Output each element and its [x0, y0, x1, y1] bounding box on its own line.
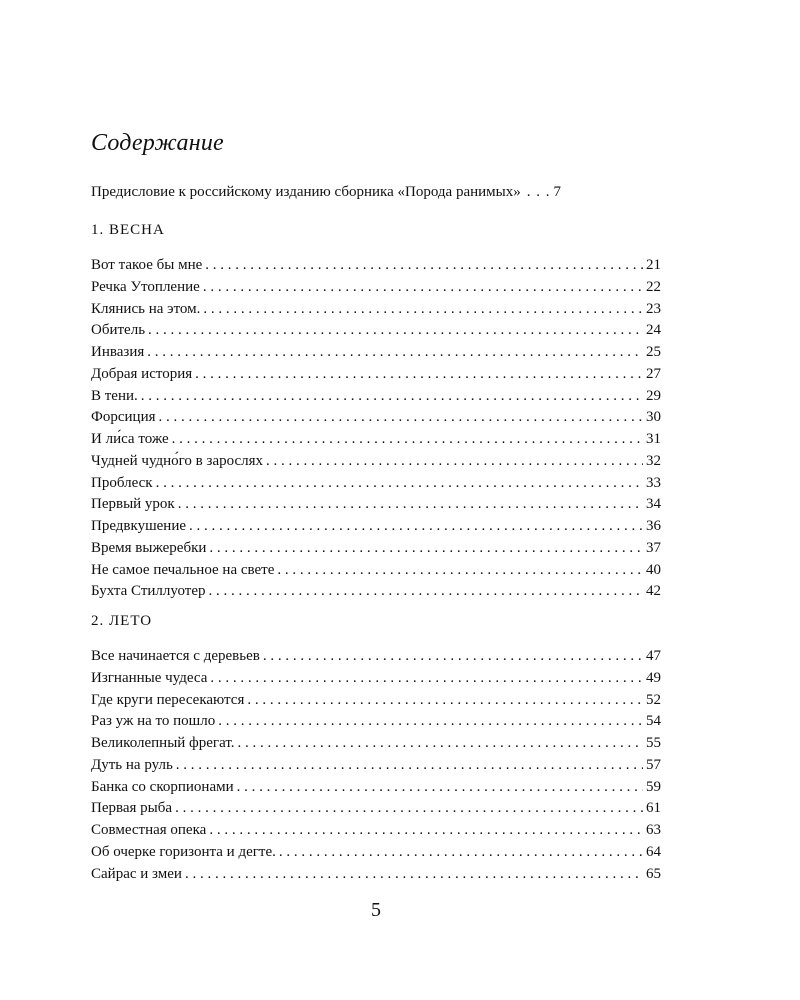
toc-entry-page: 30 — [646, 409, 661, 426]
toc-entry-page: 57 — [646, 756, 661, 773]
toc-entry-page: 32 — [646, 452, 661, 469]
toc-entry-page: 65 — [646, 865, 661, 882]
toc-entry-title: Сайрас и змеи — [91, 865, 182, 882]
toc-entry[interactable] — [91, 429, 661, 451]
toc-entry-title: Клянись на этом. — [91, 300, 201, 317]
toc-entry[interactable] — [91, 820, 661, 842]
dot-leader — [206, 820, 643, 842]
toc-entry-title: И ли́са тоже — [91, 431, 169, 447]
dot-leader: . . . — [526, 184, 551, 200]
page-title: Содержание — [91, 130, 224, 156]
toc-entry[interactable] — [91, 407, 661, 429]
toc-entry[interactable] — [91, 342, 661, 364]
toc-entry-title: Добрая история — [91, 365, 193, 382]
toc-entry-page: 24 — [646, 322, 661, 339]
dot-leader — [206, 538, 643, 560]
toc-entry-title: Проблеск — [91, 474, 153, 491]
toc-entry-page: 21 — [646, 257, 661, 273]
toc-entry-title: Изгнанные чудеса — [91, 669, 208, 686]
dot-leader — [172, 798, 643, 820]
toc-entry-title: Об очерке горизонта и дегте. — [91, 843, 276, 860]
toc-entry-title: Великолепный фрегат. — [91, 735, 235, 751]
toc-entry-page: 31 — [646, 431, 661, 447]
toc-entry-page: 22 — [646, 278, 661, 295]
toc-entry[interactable] — [91, 777, 661, 799]
toc-entry-title: Предисловие к российскому изданию сборника «Порода ранимых» — [91, 184, 521, 200]
dot-leader — [173, 755, 643, 777]
toc-entry-page: 40 — [646, 561, 661, 578]
toc-entry[interactable] — [91, 299, 661, 321]
toc-entry[interactable] — [91, 386, 661, 408]
toc-entry[interactable] — [91, 668, 661, 690]
toc-entry-page: 61 — [646, 800, 661, 817]
dot-leader — [200, 277, 643, 299]
toc-entry-title: Где круги пересекаются — [91, 691, 245, 708]
dot-leader — [153, 473, 643, 495]
dot-leader — [182, 864, 643, 886]
toc-entry-title: Вот такое бы мне — [91, 257, 203, 273]
dot-leader — [234, 777, 643, 799]
section-heading: 1. ВЕСНА — [91, 222, 165, 238]
toc-entry-title: Форсиция — [91, 409, 156, 426]
dot-leader — [156, 407, 644, 429]
toc-entry-page: 36 — [646, 518, 661, 534]
toc-entry[interactable] — [91, 538, 661, 560]
dot-leader — [215, 711, 643, 733]
toc-entry[interactable] — [91, 364, 661, 386]
dot-leader — [235, 733, 643, 755]
toc-entry-title: Обитель — [91, 322, 146, 339]
toc-entry[interactable] — [91, 494, 661, 516]
toc-entry-title: Не самое печальное на свете — [91, 561, 275, 578]
toc-entry[interactable] — [91, 711, 661, 733]
dot-leader — [144, 342, 643, 364]
toc-section-summer — [91, 610, 661, 885]
toc-entry-page: 52 — [646, 691, 661, 708]
toc-entry[interactable] — [91, 842, 661, 864]
dot-leader — [207, 668, 643, 690]
dot-leader — [145, 320, 643, 342]
dot-leader — [186, 516, 643, 538]
toc-entry-page: 42 — [646, 583, 661, 600]
dot-leader — [169, 429, 643, 451]
toc-entry[interactable] — [91, 733, 661, 755]
toc-entry-page: 34 — [646, 496, 661, 513]
toc-entry[interactable] — [91, 451, 661, 473]
toc-entry-list — [91, 646, 661, 885]
dot-leader — [138, 386, 643, 408]
toc-entry[interactable] — [91, 473, 661, 495]
dot-leader — [260, 646, 643, 668]
dot-leader — [175, 494, 643, 516]
toc-entry-page: 64 — [646, 843, 661, 860]
toc-section-spring — [91, 219, 661, 603]
toc-entry-title: Раз уж на то пошло — [91, 713, 216, 730]
toc-entry-title: Банка со скорпионами — [91, 778, 234, 795]
toc-entry-title: Все начинается с деревьев — [91, 648, 260, 664]
toc-entry[interactable] — [91, 581, 661, 603]
toc-entry-page: 23 — [646, 300, 661, 317]
toc-entry-page: 49 — [646, 669, 661, 686]
toc-entry[interactable] — [91, 560, 661, 582]
toc-entry-page: 37 — [646, 539, 661, 556]
toc-entry-title: В тени. — [91, 387, 138, 404]
dot-leader — [274, 560, 643, 582]
toc-entry[interactable] — [91, 255, 661, 277]
dot-leader — [200, 299, 643, 321]
toc-entry-page: 63 — [646, 822, 661, 838]
toc-entry[interactable] — [91, 864, 661, 886]
toc-entry[interactable] — [91, 277, 661, 299]
toc-entry-page: 7 — [553, 184, 561, 200]
toc-entry-page: 47 — [646, 648, 661, 664]
toc-entry-list — [91, 255, 661, 603]
toc-entry[interactable] — [91, 798, 661, 820]
toc-entry-title: Время выжеребки — [91, 539, 207, 556]
dot-leader — [263, 451, 643, 473]
toc-entry-title: Дуть на руль — [91, 756, 173, 773]
toc-entry-title: Совместная опека — [91, 822, 207, 838]
toc-entry[interactable] — [91, 646, 661, 668]
toc-entry[interactable] — [91, 516, 661, 538]
section-heading: 2. ЛЕТО — [91, 613, 153, 629]
dot-leader — [202, 255, 643, 277]
toc-entry-title: Бухта Стиллуотер — [91, 583, 206, 600]
toc-entry[interactable] — [91, 690, 661, 712]
toc-entry-page: 29 — [646, 387, 661, 404]
dot-leader — [206, 581, 643, 603]
toc-entry-page: 55 — [646, 735, 661, 751]
toc-entry-title: Инвазия — [91, 344, 145, 360]
dot-leader — [192, 364, 643, 386]
toc-entry-page: 25 — [646, 344, 661, 360]
toc-entry-title: Предвкушение — [91, 518, 187, 534]
toc-entry-page: 27 — [646, 365, 661, 382]
toc-entry-preface[interactable] — [91, 181, 663, 203]
toc-entry-title: Чудней чудно́го в зарослях — [91, 452, 264, 469]
toc-entry-page: 59 — [646, 778, 661, 795]
page-number: 5 — [371, 899, 381, 921]
toc-entry-title: Первый урок — [91, 496, 175, 513]
toc-entry-title: Первая рыба — [91, 800, 173, 817]
dot-leader — [276, 842, 643, 864]
toc-entry[interactable] — [91, 755, 661, 777]
toc-entry-title: Речка Утопление — [91, 278, 200, 295]
toc-entry-page: 33 — [646, 474, 661, 491]
dot-leader — [244, 690, 643, 712]
toc-entry-page: 54 — [646, 713, 661, 730]
toc-entry[interactable] — [91, 320, 661, 342]
